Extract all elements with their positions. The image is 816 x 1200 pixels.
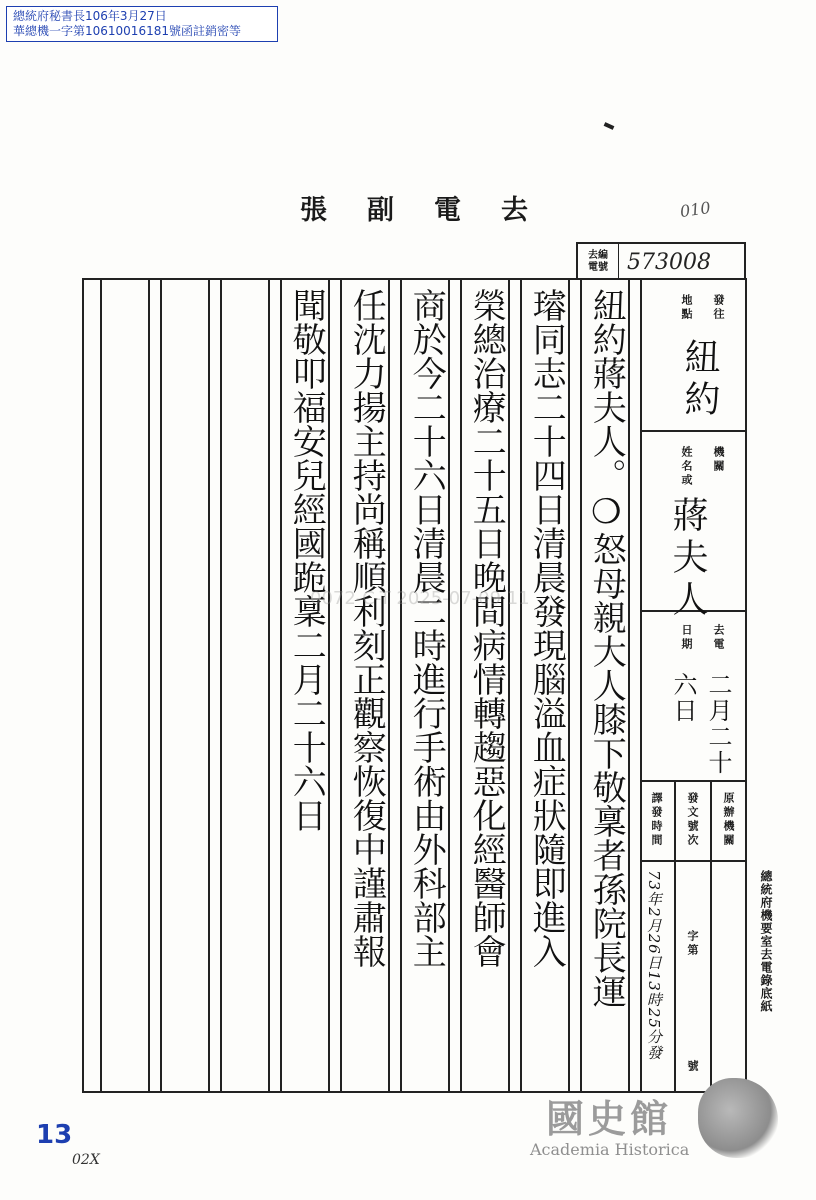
title-char: 電 bbox=[434, 195, 463, 226]
stamp-line-1: 總統府秘書長106年3月27日 bbox=[13, 9, 167, 23]
document-title bbox=[300, 188, 530, 227]
serial-label: 去編 電號 bbox=[578, 244, 619, 280]
date-value: 二月二十六日 bbox=[669, 672, 732, 776]
archive-logo bbox=[530, 1070, 790, 1170]
logo-chinese-name: 國史館 bbox=[546, 1096, 673, 1141]
body-column-5: 任沈力揚主持尚稱順利刻正觀察恢復中謹肅報 bbox=[346, 288, 387, 968]
ink-mark bbox=[604, 122, 615, 130]
issue-suffix-label: 號 bbox=[686, 1060, 699, 1074]
recipient-label: 機關 bbox=[712, 446, 725, 474]
place-label-2: 地點 bbox=[680, 294, 693, 322]
date-label-2: 日期 bbox=[680, 624, 693, 652]
title-char: 張 bbox=[300, 195, 329, 226]
telegram-serial-box bbox=[576, 242, 746, 280]
send-time-value: 73年2月26日13時25分發 bbox=[645, 870, 663, 1061]
form-margin-note: 總統府機要室去電錄底紙 bbox=[759, 870, 773, 1013]
issue-char-label: 字第 bbox=[686, 930, 699, 958]
telegram-form bbox=[82, 278, 747, 1093]
body-column-1: 紐約蔣夫人。❍怒母親大人膝下敬稟者孫院長運 bbox=[586, 288, 627, 1008]
stamp-line-2: 華總機一字第10610016181號函註銷密等 bbox=[13, 24, 241, 38]
recipient-value: 蔣夫人 bbox=[667, 496, 708, 622]
send-time-label: 譯發時間 bbox=[650, 792, 663, 848]
body-column-2: 璿同志二十四日清晨發現腦溢血症狀隨即進入 bbox=[526, 288, 567, 968]
handwritten-note: 02X bbox=[72, 1152, 100, 1168]
issue-number-label: 發文號次 bbox=[686, 792, 699, 848]
page-number: 13 bbox=[36, 1120, 73, 1150]
body-column-3: 榮總治療二十五日晚間病情轉趨惡化經醫師會 bbox=[466, 288, 507, 968]
logo-english-name: Academia Historica bbox=[530, 1140, 690, 1159]
watermark: 0072-C-T 2025-07-09 11 bbox=[310, 588, 530, 609]
declassification-stamp bbox=[6, 6, 278, 42]
logo-emblem-icon bbox=[698, 1078, 778, 1158]
original-office-label: 原辦機關 bbox=[722, 792, 735, 848]
destination-value: 紐約 bbox=[679, 338, 720, 422]
place-label: 發往 bbox=[712, 294, 725, 322]
handwritten-annotation: 010 bbox=[678, 197, 712, 222]
recipient-label-2: 姓名或 bbox=[680, 446, 693, 488]
title-char: 去 bbox=[501, 195, 530, 226]
serial-number: 573008 bbox=[627, 249, 711, 275]
body-column-6: 聞敬叩福安兒經國跪稟二月二十六日 bbox=[286, 288, 327, 832]
body-column-4: 商於今二十六日清晨二時進行手術由外科部主 bbox=[406, 288, 447, 968]
date-label: 去電 bbox=[712, 624, 725, 652]
title-char: 副 bbox=[367, 195, 396, 226]
